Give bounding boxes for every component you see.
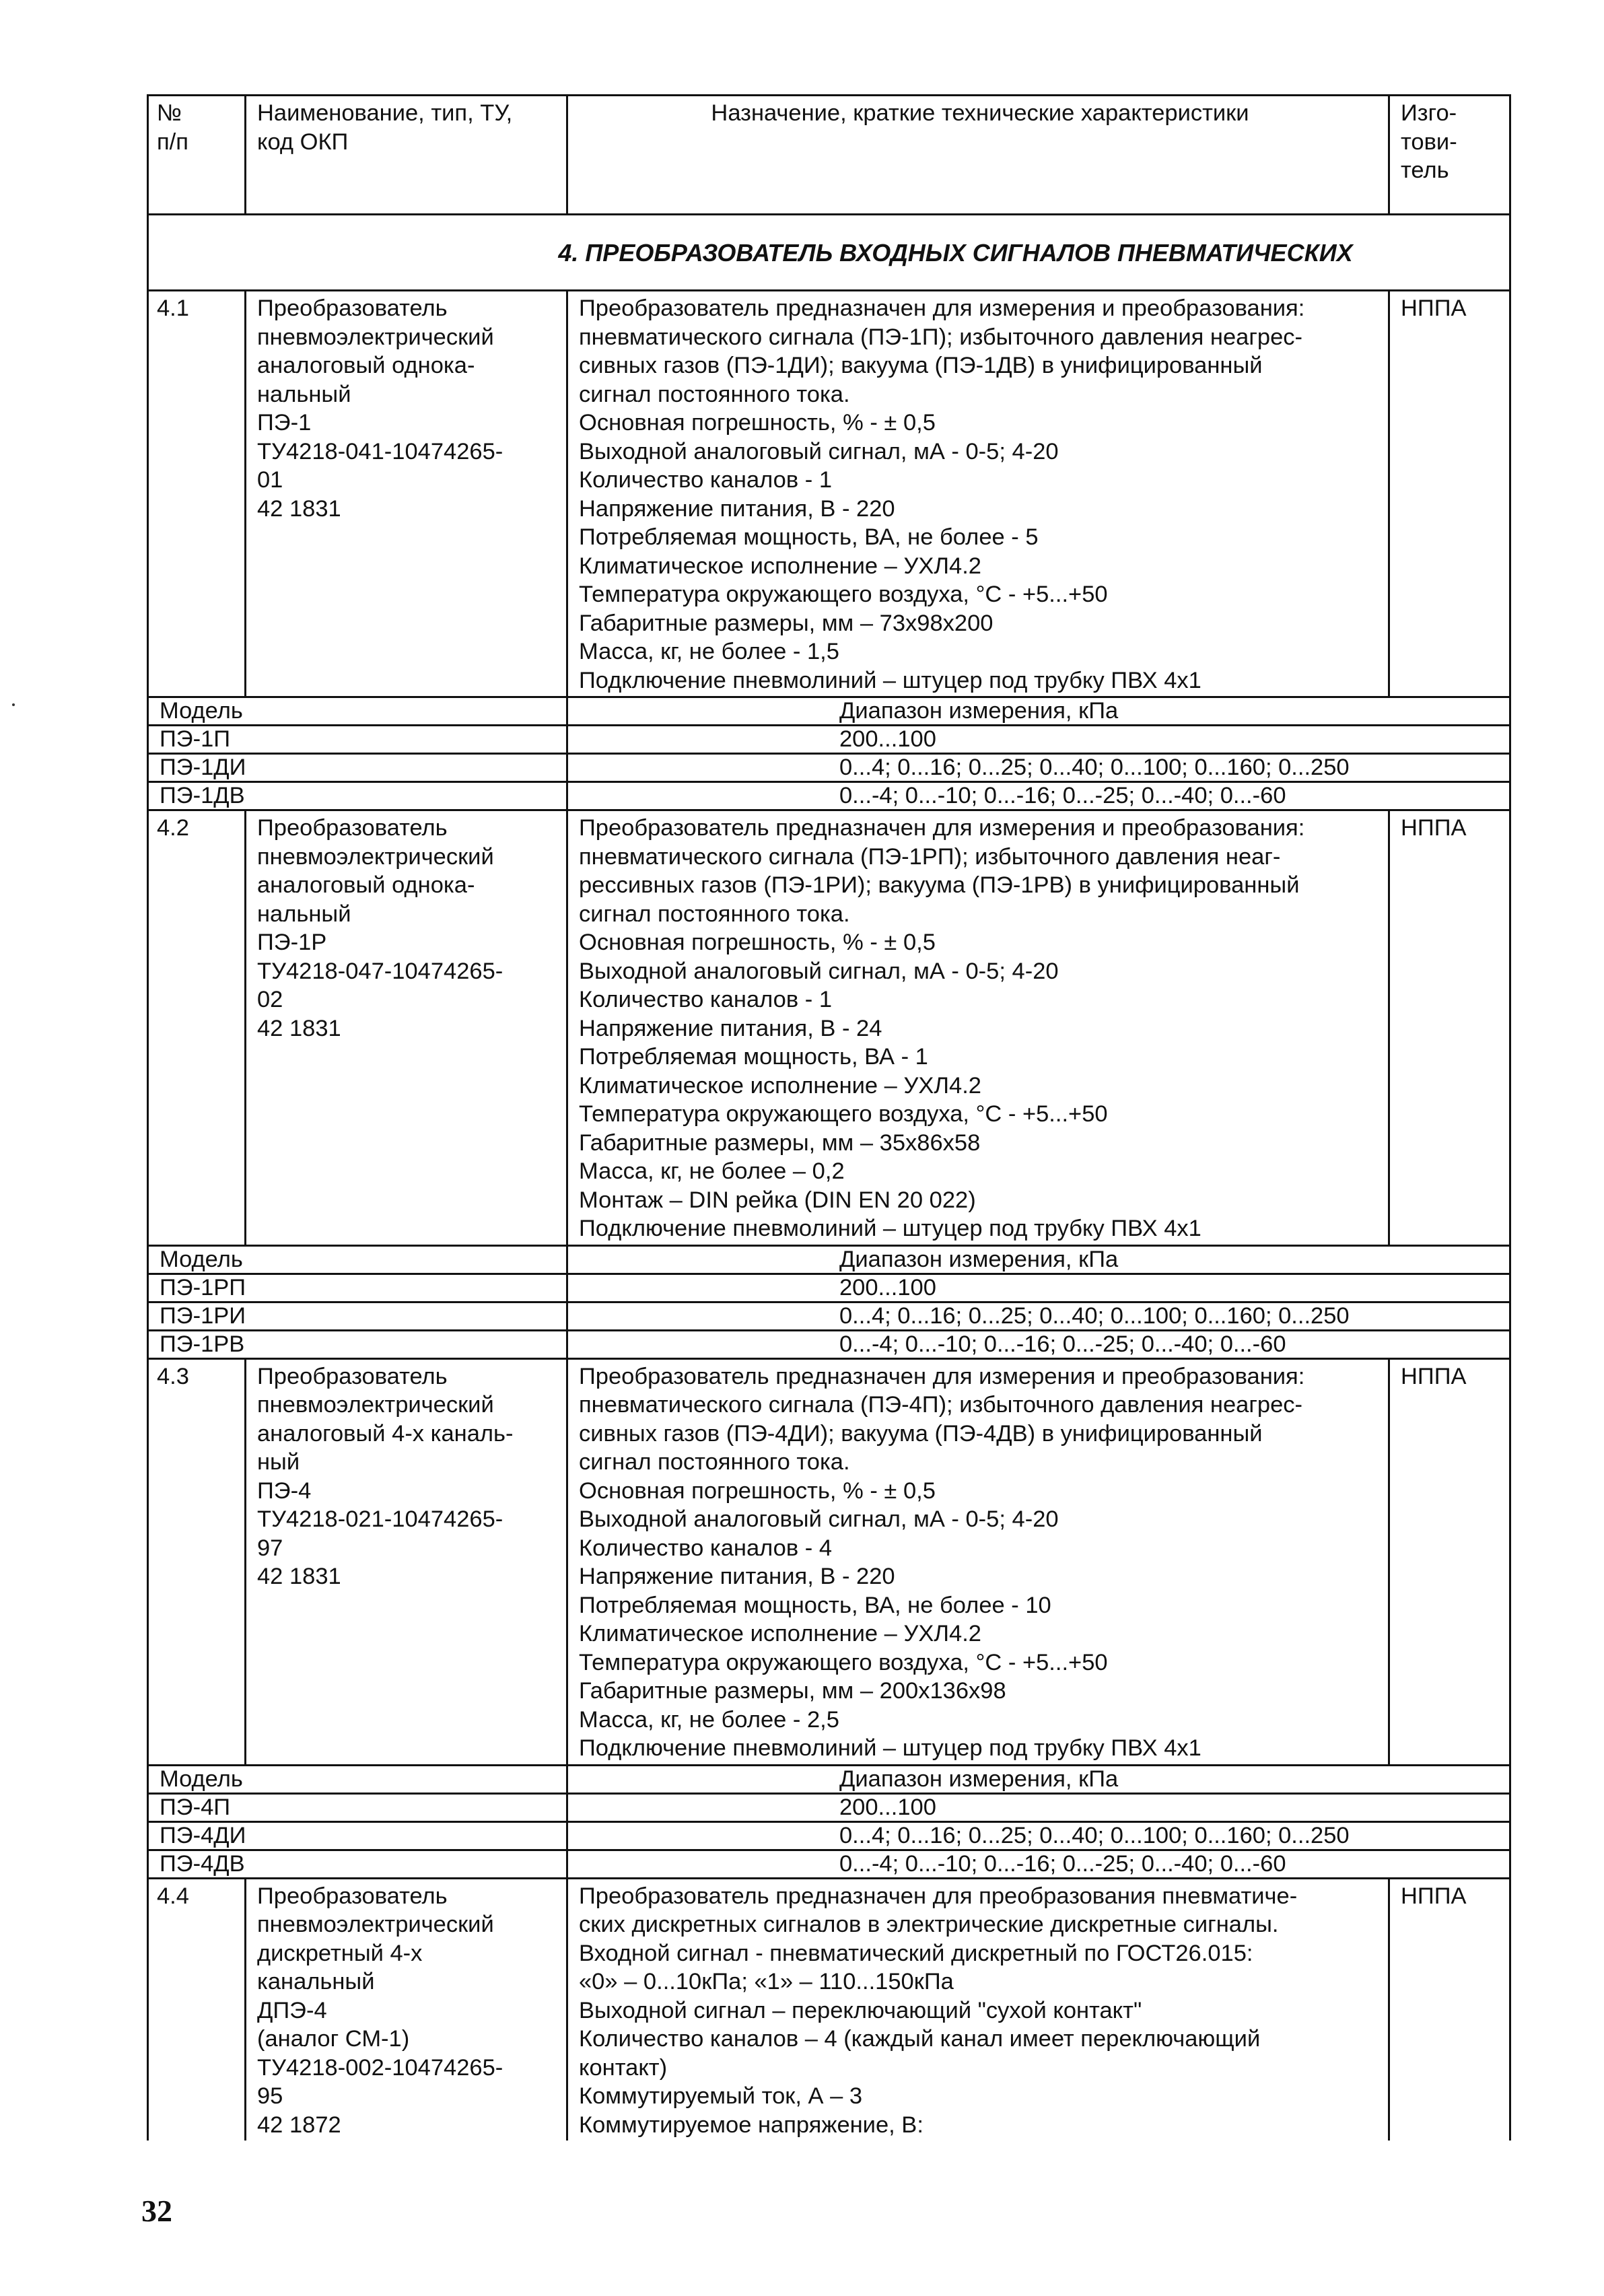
range-header-cell <box>567 697 1510 726</box>
item-description-line: рессивных газов (ПЭ-1РИ); вакуума (ПЭ-1РВ) в унифицированный <box>579 872 1300 898</box>
item-description-cell <box>567 810 1389 1246</box>
model-range: 200...100 <box>839 726 936 752</box>
range-cell <box>567 754 1510 782</box>
item-name-line: Преобразователь <box>257 295 448 321</box>
catalog-table <box>147 94 1511 2141</box>
item-name-line: нальный <box>257 381 351 407</box>
item-description-line: Напряжение питания, В - 220 <box>579 495 895 522</box>
item-row <box>148 1358 1510 1765</box>
header-maker-line2: тови- <box>1401 129 1457 155</box>
item-description-line: пневматического сигнала (ПЭ-1П); избыточного давления неагрес- <box>579 324 1303 350</box>
item-description-line: Преобразователь предназначен для преобразования пневматиче- <box>579 1883 1298 1909</box>
item-description-line: Преобразователь предназначен для измерения и преобразования: <box>579 295 1305 321</box>
model-name: ПЭ-1ДВ <box>160 783 245 808</box>
model-header-cell <box>148 1765 567 1793</box>
range-cell <box>567 726 1510 754</box>
range-cell <box>567 1330 1510 1358</box>
item-name-line: аналоговый однока- <box>257 353 475 378</box>
item-name-line: пневмоэлектрический <box>257 324 494 350</box>
item-description-line: Коммутируемый ток, А – 3 <box>579 2083 863 2109</box>
scan-speck <box>12 703 15 706</box>
item-description-line: Температура окружающего воздуха, °С - +5...+50 <box>579 1101 1108 1127</box>
model-header: Модель <box>160 698 243 724</box>
page-number: 32 <box>141 2194 172 2228</box>
item-name-line: ПЭ-4 <box>257 1477 312 1504</box>
item-description-line: Потребляемая мощность, ВА, не более - 10 <box>579 1592 1051 1618</box>
section-title: 4. ПРЕОБРАЗОВАТЕЛЬ ВХОДНЫХ СИГНАЛОВ ПНЕВМАТИЧЕСКИХ <box>558 238 1353 267</box>
range-cell <box>567 1302 1510 1330</box>
item-description-line: Основная погрешность, % - ± 0,5 <box>579 410 936 436</box>
item-name-line: ТУ4218-002-10474265- <box>257 2054 503 2081</box>
item-num: 4.1 <box>157 295 189 321</box>
model-cell <box>148 1850 567 1878</box>
item-description-line: Подключение пневмолиний – штуцер под трубку ПВХ 4х1 <box>579 667 1201 693</box>
model-header-row <box>148 1765 1510 1793</box>
model-cell <box>148 782 567 810</box>
header-maker-line1: Изго- <box>1401 100 1457 126</box>
range-header: Диапазон измерения, кПа <box>839 1766 1119 1792</box>
item-description-line: Потребляемая мощность, ВА - 1 <box>579 1044 928 1070</box>
item-description-line: пневматического сигнала (ПЭ-1РП); избыточного давления неаг- <box>579 843 1281 870</box>
item-maker-cell <box>1389 810 1510 1246</box>
item-description-line: Основная погрешность, % - ± 0,5 <box>579 1477 936 1504</box>
model-header-row <box>148 1245 1510 1274</box>
model-name: ПЭ-1П <box>160 726 231 752</box>
item-description-line: Потребляемая мощность, ВА, не более - 5 <box>579 524 1039 550</box>
model-range: 0...4; 0...16; 0...25; 0...40; 0...100; 0...160; 0...250 <box>839 1302 1350 1329</box>
item-description-line: Масса, кг, не более - 1,5 <box>579 639 839 664</box>
item-num-cell <box>148 291 246 697</box>
range-cell <box>567 1793 1510 1821</box>
item-description-line: Входной сигнал - пневматический дискретный по ГОСТ26.015: <box>579 1940 1253 1966</box>
range-cell <box>567 1274 1510 1302</box>
model-row <box>148 754 1510 782</box>
model-name: ПЭ-1РИ <box>160 1302 246 1329</box>
model-name: ПЭ-4ДВ <box>160 1850 245 1877</box>
item-name-line: ТУ4218-047-10474265- <box>257 958 503 984</box>
item-name-line: 42 1831 <box>257 1015 341 1041</box>
header-purpose-cell <box>567 96 1389 215</box>
section-title-row <box>148 215 1510 291</box>
item-maker-cell <box>1389 1358 1510 1765</box>
item-description-line: Преобразователь предназначен для измерения и преобразования: <box>579 1363 1305 1389</box>
model-cell <box>148 1302 567 1330</box>
model-range: 200...100 <box>839 1274 936 1300</box>
item-description-line: Количество каналов - 4 <box>579 1535 833 1561</box>
item-description-line: сигнал постоянного тока. <box>579 901 850 927</box>
header-maker-cell <box>1389 96 1510 215</box>
model-header-cell <box>148 697 567 726</box>
item-description-line: сивных газов (ПЭ-1ДИ); вакуума (ПЭ-1ДВ) в унифицированный <box>579 353 1263 378</box>
item-description-line: Выходной аналоговый сигнал, мА - 0-5; 4-20 <box>579 1506 1059 1532</box>
item-name-line: Преобразователь <box>257 1883 448 1909</box>
item-description-line: Напряжение питания, В - 220 <box>579 1564 895 1589</box>
header-num-line2: п/п <box>157 129 188 155</box>
range-header: Диапазон измерения, кПа <box>839 698 1119 724</box>
item-description-line: Монтаж – DIN рейка (DIN EN 20 022) <box>579 1187 976 1213</box>
item-description-line: Выходной аналоговый сигнал, мА - 0-5; 4-20 <box>579 438 1059 464</box>
item-description-cell <box>567 1358 1389 1765</box>
item-description-line: Климатическое исполнение – УХЛ4.2 <box>579 1621 981 1646</box>
header-maker-line3: тель <box>1401 158 1449 183</box>
model-header-row <box>148 697 1510 726</box>
item-name-line: 95 <box>257 2083 283 2109</box>
model-row <box>148 1821 1510 1850</box>
item-name-line: ДПЭ-4 <box>257 1997 327 2023</box>
item-name-line: 97 <box>257 1535 283 1561</box>
item-maker: НППА <box>1401 815 1467 841</box>
item-name-cell <box>246 810 567 1246</box>
section-title-cell <box>148 215 1510 291</box>
header-name-cell <box>246 96 567 215</box>
range-header-cell <box>567 1765 1510 1793</box>
item-description-line: Выходной сигнал – переключающий "сухой контакт" <box>579 1997 1142 2023</box>
item-name-line: Преобразователь <box>257 1363 448 1389</box>
item-description-line: Подключение пневмолиний – штуцер под трубку ПВХ 4х1 <box>579 1735 1201 1761</box>
model-cell <box>148 1274 567 1302</box>
range-header-cell <box>567 1245 1510 1274</box>
item-description-line: Количество каналов - 1 <box>579 987 833 1012</box>
item-name-line: ПЭ-1 <box>257 410 312 436</box>
model-row <box>148 1274 1510 1302</box>
item-description-line: Климатическое исполнение – УХЛ4.2 <box>579 553 981 579</box>
item-name-line: канальный <box>257 1969 375 1994</box>
item-num-cell <box>148 1358 246 1765</box>
item-name-line: пневмоэлектрический <box>257 1392 494 1418</box>
item-name-cell <box>246 1358 567 1765</box>
model-header-cell <box>148 1245 567 1274</box>
table-header-row <box>148 96 1510 215</box>
item-description-line: «0» – 0...10кПа; «1» – 110...150кПа <box>579 1969 954 1994</box>
item-name-line: 01 <box>257 467 283 493</box>
item-description-line: ских дискретных сигналов в электрические дискретные сигналы. <box>579 1912 1279 1937</box>
item-name-line: 42 1831 <box>257 1564 341 1589</box>
item-name-cell <box>246 291 567 697</box>
header-num-cell <box>148 96 246 215</box>
item-name-line: пневмоэлектрический <box>257 843 494 870</box>
item-num: 4.4 <box>157 1883 189 1909</box>
item-name-line: пневмоэлектрический <box>257 1912 494 1937</box>
range-cell <box>567 782 1510 810</box>
header-num-line1: № <box>157 100 182 126</box>
item-description-line: Основная погрешность, % - ± 0,5 <box>579 930 936 955</box>
item-name-line: 02 <box>257 987 283 1012</box>
model-cell <box>148 726 567 754</box>
range-cell <box>567 1821 1510 1850</box>
item-description-line: Выходной аналоговый сигнал, мА - 0-5; 4-20 <box>579 958 1059 984</box>
model-range: 0...-4; 0...-10; 0...-16; 0...-25; 0...-40; 0...-60 <box>839 1850 1286 1877</box>
model-name: ПЭ-1ДИ <box>160 755 246 780</box>
item-name-line: 42 1831 <box>257 495 341 522</box>
item-name-cell <box>246 1878 567 2141</box>
model-range: 0...-4; 0...-10; 0...-16; 0...-25; 0...-40; 0...-60 <box>839 1331 1286 1357</box>
item-maker: НППА <box>1401 1883 1467 1909</box>
item-description-line: Количество каналов - 1 <box>579 467 833 493</box>
item-description-line: Габаритные размеры, мм – 35х86х58 <box>579 1129 981 1156</box>
model-name: ПЭ-1РП <box>160 1274 246 1300</box>
model-name: ПЭ-4ДИ <box>160 1822 246 1848</box>
model-row <box>148 782 1510 810</box>
item-description-line: Коммутируемое напряжение, В: <box>579 2112 923 2138</box>
model-range: 0...4; 0...16; 0...25; 0...40; 0...100; 0...160; 0...250 <box>839 1822 1350 1848</box>
model-row <box>148 1793 1510 1821</box>
header-purpose: Назначение, краткие технические характеристики <box>711 100 1249 126</box>
item-description-line: сивных газов (ПЭ-4ДИ); вакуума (ПЭ-4ДВ) в унифицированный <box>579 1420 1263 1447</box>
item-num: 4.3 <box>157 1363 189 1389</box>
item-name-line: ТУ4218-041-10474265- <box>257 438 503 464</box>
item-name-line: нальный <box>257 901 351 927</box>
item-maker: НППА <box>1401 295 1467 321</box>
range-header: Диапазон измерения, кПа <box>839 1246 1119 1272</box>
model-name: ПЭ-1РВ <box>160 1331 245 1357</box>
item-description-line: Габаритные размеры, мм – 73х98х200 <box>579 610 993 636</box>
model-cell <box>148 1793 567 1821</box>
model-row <box>148 1330 1510 1358</box>
item-row <box>148 810 1510 1246</box>
item-row <box>148 291 1510 697</box>
model-range: 200...100 <box>839 1794 936 1820</box>
header-name-line2: код ОКП <box>257 129 349 155</box>
item-num: 4.2 <box>157 815 189 841</box>
model-range: 0...-4; 0...-10; 0...-16; 0...-25; 0...-40; 0...-60 <box>839 783 1286 808</box>
item-description-cell <box>567 291 1389 697</box>
model-name: ПЭ-4П <box>160 1794 231 1820</box>
item-description-line: Напряжение питания, В - 24 <box>579 1015 882 1041</box>
item-maker-cell <box>1389 291 1510 697</box>
item-description-cell <box>567 1878 1389 2141</box>
item-description-line: Количество каналов – 4 (каждый канал имеет переключающий <box>579 2026 1261 2052</box>
model-range: 0...4; 0...16; 0...25; 0...40; 0...100; 0...160; 0...250 <box>839 755 1350 780</box>
model-cell <box>148 1330 567 1358</box>
item-description-line: Масса, кг, не более – 0,2 <box>579 1158 845 1184</box>
item-name-line: аналоговый однока- <box>257 872 475 898</box>
item-description-line: Преобразователь предназначен для измерения и преобразования: <box>579 815 1305 841</box>
item-description-line: Масса, кг, не более - 2,5 <box>579 1706 839 1733</box>
item-description-line: Климатическое исполнение – УХЛ4.2 <box>579 1072 981 1099</box>
item-maker-cell <box>1389 1878 1510 2141</box>
model-cell <box>148 754 567 782</box>
item-description-line: Подключение пневмолиний – штуцер под трубку ПВХ 4х1 <box>579 1216 1201 1241</box>
item-description-line: сигнал постоянного тока. <box>579 1449 850 1475</box>
item-description-line: Габаритные размеры, мм – 200х136х98 <box>579 1678 1006 1704</box>
item-name-line: 42 1872 <box>257 2112 341 2138</box>
item-name-line: ный <box>257 1449 300 1475</box>
item-maker: НППА <box>1401 1363 1467 1389</box>
item-name-line: (аналог СМ-1) <box>257 2026 410 2052</box>
model-header: Модель <box>160 1766 243 1792</box>
item-description-line: сигнал постоянного тока. <box>579 381 850 407</box>
item-description-line: Температура окружающего воздуха, °С - +5...+50 <box>579 582 1108 607</box>
item-num-cell <box>148 1878 246 2141</box>
header-name-line1: Наименование, тип, ТУ, <box>257 100 513 126</box>
model-row <box>148 726 1510 754</box>
model-cell <box>148 1821 567 1850</box>
model-header: Модель <box>160 1246 243 1272</box>
item-row <box>148 1878 1510 2141</box>
item-name-line: Преобразователь <box>257 815 448 841</box>
item-num-cell <box>148 810 246 1246</box>
item-name-line: ТУ4218-021-10474265- <box>257 1506 503 1532</box>
item-name-line: дискретный 4-х <box>257 1940 423 1966</box>
item-name-line: ПЭ-1Р <box>257 930 327 955</box>
item-description-line: Температура окружающего воздуха, °С - +5...+50 <box>579 1649 1108 1675</box>
item-name-line: аналоговый 4-х каналь- <box>257 1420 514 1447</box>
model-row <box>148 1850 1510 1878</box>
range-cell <box>567 1850 1510 1878</box>
item-description-line: пневматического сигнала (ПЭ-4П); избыточного давления неагрес- <box>579 1392 1303 1418</box>
item-description-line: контакт) <box>579 2054 668 2081</box>
model-row <box>148 1302 1510 1330</box>
